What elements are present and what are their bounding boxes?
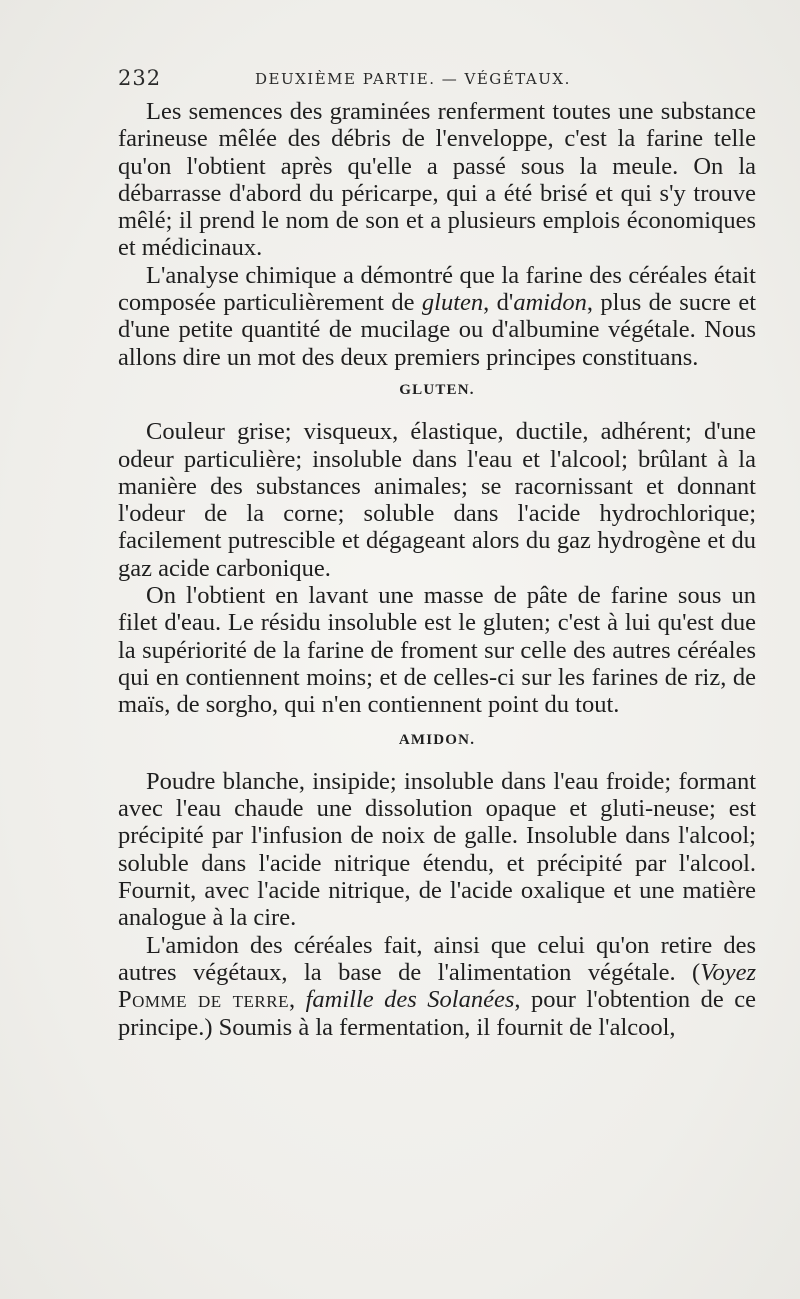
text-run: ,	[288, 986, 306, 1014]
paragraph-amidon-properties: Poudre blanche, insipide; insoluble dans l'eau froide; formant avec l'eau chaude une dissolution opaque et gluti-neuse; est précipité par l'infusion de noix de galle. Insoluble dans l'alcool; soluble dans l'acide nitrique étendu, et précipité par l'alcool. Fournit, avec l'acide nitrique, de l'acide oxalique et une matière analogue à la cire.	[118, 767, 756, 932]
term-gluten: gluten	[421, 289, 484, 317]
term-famille-solanees: famille des Solanées	[305, 986, 515, 1014]
paragraph-gluten-obtention: On l'obtient en lavant une masse de pâte de farine sous un filet d'eau. Le résidu insoluble est le gluten; c'est à lui qu'est due la supériorité de la farine de froment sur celle des autres céréales qui en contiennent moins; et de celles-ci sur les farines de riz, de maïs, de sorgho, qui n'en contiennent point du tout.	[118, 582, 756, 719]
running-head: DEUXIÈME PARTIE. — VÉGÉTAUX.	[255, 70, 571, 88]
page-body	[118, 98, 756, 1041]
paragraph-gluten-properties: Couleur grise; visqueux, élastique, ductile, adhérent; d'une odeur particulière; insoluble dans l'eau et l'alcool; brûlant à la manière des substances animales; se racornissant et donnant l'odeur de la corne; soluble dans l'acide hydrochlorique; facilement putrescible et dégageant alors du gaz hydrogène et du gaz acide carbonique.	[118, 418, 756, 582]
paragraph-amidon-alimentation	[118, 932, 756, 1041]
term-voyez: Voyez	[700, 958, 756, 986]
page-number: 232	[118, 66, 162, 90]
page-header	[118, 66, 723, 94]
text-run: , d'	[483, 289, 514, 317]
text-run: , plus de sucre et d'une petite quantité de mucilage ou d'albumine végétale. Nous allons dire un mot des deux premiers principes constituans.	[118, 289, 757, 371]
paragraph-analyse	[118, 262, 756, 371]
text-run: L'analyse chimique a démontré que la farine des céréales était composée particulièrement de	[118, 261, 756, 317]
term-pomme-de-terre: Pomme de terre	[118, 986, 289, 1014]
text-run: , pour l'obtention de ce principe.) Soumis à la fermentation, il fournit de l'alcool,	[118, 986, 757, 1041]
text-run: L'amidon des céréales fait, ainsi que celui qu'on retire des autres végétaux, la base de l'alimentation végétale. (	[118, 931, 756, 986]
section-heading-amidon: AMIDON.	[398, 731, 476, 748]
section-heading-gluten: GLUTEN.	[399, 381, 475, 398]
paragraph-semences: Les semences des graminées renferment toutes une substance farineuse mêlée des débris de l'enveloppe, c'est la farine telle qu'on l'obtient après qu'elle a passé sous la meule. On la débarrasse d'abord du péricarpe, qui a été brisé et qui s'y trouve mêlé; il prend le nom de son et a plusieurs emplois économiques et médicinaux.	[118, 98, 756, 262]
term-amidon: amidon	[513, 289, 587, 317]
